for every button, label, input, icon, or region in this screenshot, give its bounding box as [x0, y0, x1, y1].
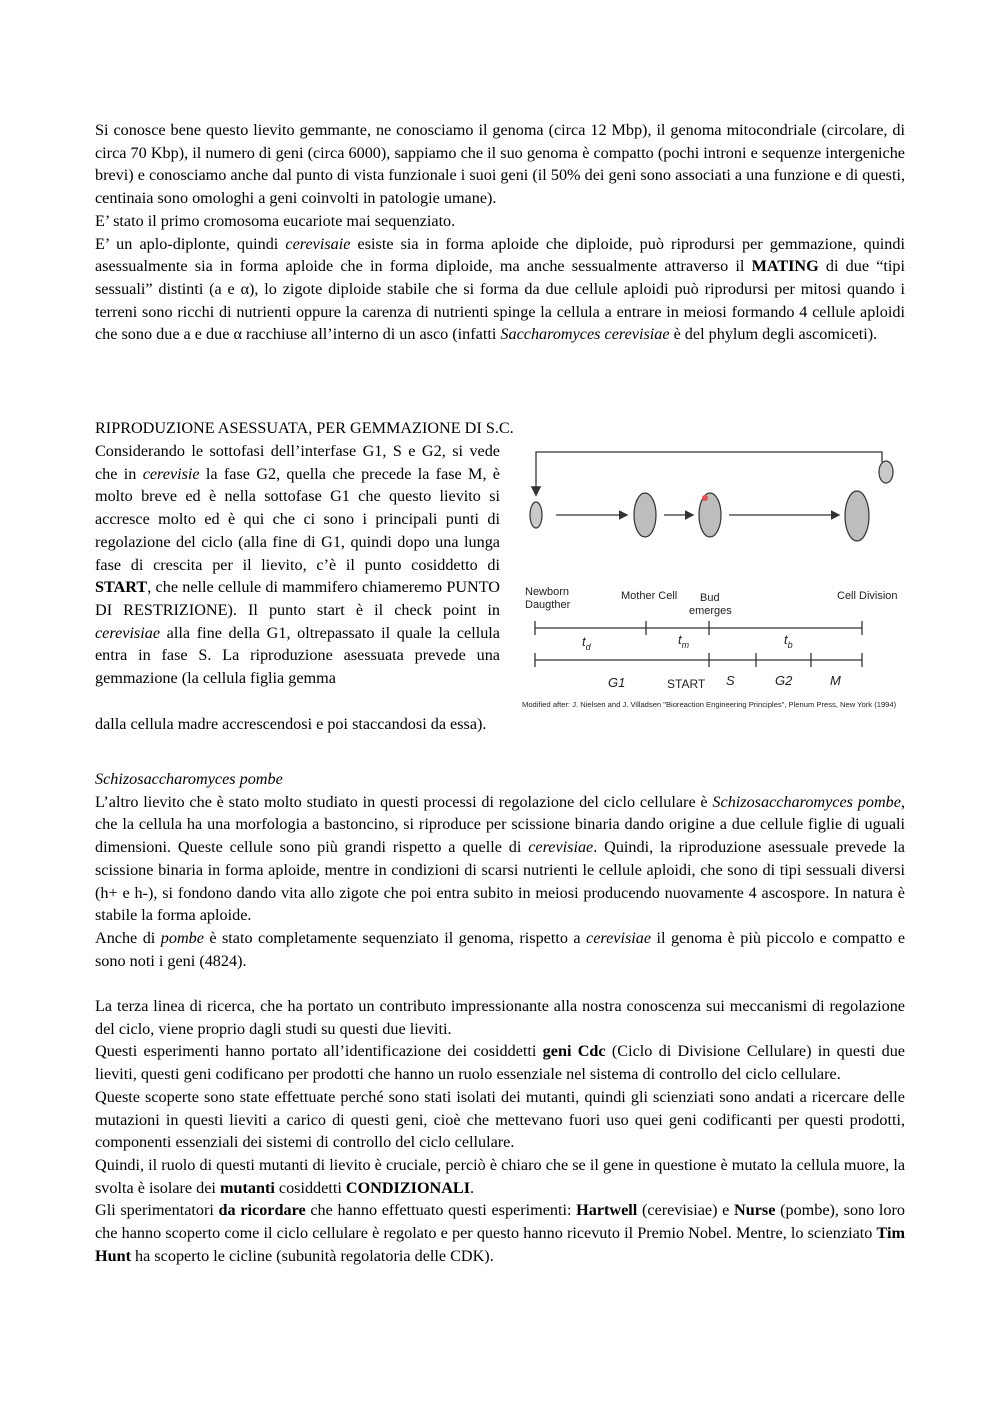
text-run: (pombe), sono loro che hanno scoperto come il ciclo cellulare è regolato e per questo hanno ricevuto il Premio Nobel. Mentre, lo scienziato	[95, 1201, 905, 1243]
italic-term: cerevisiae	[95, 623, 161, 642]
intro-paragraph-genome: Si conosce bene questo lievito gemmante, ne conosciamo il genoma (circa 12 Mbp), il genoma mitocondriale (circolare, di circa 70 Kbp), il numero di geni (circa 6000), sappiamo che il suo genoma è compatto (pochi introni e sequenze intergeniche brevi) e conosciamo anche dal punto di vista funzionale i suoi geni (il 50% dei geni sono associati a una funzione e di questi, centinaia sono omologhi a geni coinvolti in patologie umane).	[95, 121, 905, 208]
intro-section	[95, 119, 905, 346]
text-run: è stato completamente sequenziato il genoma, rispetto a	[203, 928, 587, 947]
label-newborn: Newborn	[525, 586, 570, 598]
bold-term-ricordare: da ricordare	[218, 1201, 306, 1220]
text-run: (cerevisiae) e	[637, 1201, 735, 1220]
figure-caption: Modified after: J. Nielsen and J. Villadsen "Bioreaction Engineering Principles", Plenum Press, New York (1994)	[522, 700, 897, 709]
text-run: E’ un aplo-diplonte, quindi	[95, 234, 286, 253]
newborn-daughter-cell	[530, 502, 542, 528]
italic-term: cerevisiae	[586, 928, 652, 947]
label-daughter: Daugther	[525, 599, 571, 611]
text-run: cosiddetti	[274, 1178, 346, 1197]
text-run: (Ciclo di Divisione Cellulare) in questi due lieviti, questi geni codificano per prodotti che hanno un ruolo essenziale nel sistema di controllo del ciclo cellulare.	[95, 1042, 905, 1084]
italic-species: Saccharomyces cerevisiae	[500, 325, 670, 344]
label-phase-m: M	[830, 673, 841, 688]
italic-species: Schizosaccharomyces pombe	[712, 792, 901, 811]
research-paragraph-intro: La terza linea di ricerca, che ha portato un contributo impressionante alla nostra conoscenza sui meccanismi di regolazione del ciclo, viene proprio dagli studi su questi due lieviti.	[95, 997, 905, 1038]
italic-heading: Schizosaccharomyces pombe	[95, 770, 283, 788]
reproduction-paragraph	[95, 440, 500, 690]
text-run: Quindi, il ruolo di questi mutanti di lievito è cruciale, perciò è chiaro che se il gene in questione è mutato la cellula muore, la svolta è isolare dei	[95, 1155, 905, 1197]
text-run: è del phylum degli ascomiceti).	[669, 325, 878, 344]
spacer	[95, 972, 905, 995]
text-run: Gli sperimentatori	[95, 1201, 219, 1220]
text-run: la fase G2, quella che precede la fase M, è molto breve ed è nella sottofase G1 che questo lievito si accresce molto ed è qui che ci sono i principali punti di regolazione del ciclo (alla fine di G1, quindi dopo una lunga fase di crescita per il lievito, c’è il punto cosiddetto di	[95, 464, 500, 574]
cell-cycle-diagram	[520, 442, 902, 714]
released-bud-cell	[879, 461, 893, 483]
bold-name-hunt: Tim Hunt	[95, 1224, 905, 1265]
text-run: che hanno effettuato questi esperimenti:	[305, 1201, 577, 1220]
bold-term-mating: MATING	[751, 257, 819, 276]
section-heading-asexual-reproduction: RIPRODUZIONE ASESSUATA, PER GEMMAZIONE DI S.C.	[95, 419, 514, 437]
bold-term-mutanti: mutanti	[219, 1178, 275, 1197]
pombe-paragraph-genome	[95, 927, 905, 972]
italic-term: cerevisie	[142, 464, 200, 483]
dividing-cell	[845, 491, 869, 541]
mother-cell	[634, 493, 656, 537]
cycle-return-arrow	[536, 452, 882, 494]
pombe-paragraph-morphology	[95, 791, 905, 927]
research-paragraph-cdc-genes	[95, 1040, 905, 1085]
bold-term-condizionali: CONDIZIONALI	[345, 1178, 471, 1197]
text-run: L’altro lievito che è stato molto studiato in questi processi di regolazione del ciclo cellulare è	[95, 792, 713, 811]
label-bud: Bud	[700, 592, 720, 604]
label-t-b: $t_b$	[784, 632, 793, 650]
text-run: , che la cellula ha una morfologia a bastoncino, si riproduce per scissione binaria dando origine a due cellule figlie di uguali dimensioni. Queste cellule sono più grandi rispetto a quelle di	[95, 792, 905, 857]
bold-name-nurse: Nurse	[734, 1201, 776, 1220]
budding-cell	[699, 493, 721, 537]
intro-paragraph-first-chromosome: E’ stato il primo cromosoma eucariote mai sequenziato.	[95, 211, 456, 230]
label-mother-cell: Mother Cell	[621, 590, 678, 602]
italic-term: cerevisaie	[285, 234, 351, 253]
label-t-m: $t_m$	[678, 632, 690, 650]
italic-term: cerevisiae	[528, 838, 594, 857]
text-run: Anche di	[95, 928, 161, 947]
label-t-d: $t_d$	[582, 634, 591, 652]
bud-mark	[702, 495, 708, 501]
research-paragraph-scientists	[95, 1199, 905, 1267]
reproduction-last-line: dalla cellula madre accrescendosi e poi staccandosi da essa).	[95, 715, 487, 733]
bold-term-start: START	[95, 578, 148, 597]
pombe-and-research-section	[95, 768, 905, 1267]
bold-name-hartwell: Hartwell	[576, 1201, 638, 1220]
label-phase-g1: G1	[608, 675, 626, 690]
research-paragraph-mutants: Queste scoperte sono state effettuate perché sono stati isolati dei mutanti, quindi gli scienziati sono andati a ricercare delle mutazioni in questi lieviti a carico di questi geni, cioè che mettevano fuori uso quei geni codificanti per questi prodotti, componenti essenziali dei sistemi di controllo del ciclo cellulare.	[95, 1087, 905, 1152]
text-run: ha scoperto le cicline (subunità regolatoria delle CDK).	[131, 1246, 494, 1265]
cell-cycle-figure	[520, 442, 902, 714]
intro-paragraph-life-cycle	[95, 233, 905, 347]
text-run: alla fine della G1, oltrepassato il quale la cellula entra in fase S. La riproduzione asessuata prevede una gemmazione (la cellula figlia gemma	[95, 623, 500, 688]
label-cell-division: Cell Division	[837, 590, 898, 602]
label-phase-start: START	[667, 677, 706, 691]
text-run: , che nelle cellule di mammifero chiameremo PUNTO DI RESTRIZIONE). Il punto start è il check point in	[95, 578, 500, 619]
text-run: . Quindi, la riproduzione asessuale prevede la scissione binaria in forma aploide, mentre in condizioni di scarsi nutrienti le cellule aploidi, che sono di tipi sessuali diversi (h+ e h-), si fondono dando vita allo zigote che poi entra subito in meiosi producendo nuovamente 4 ascospore. In natura è stabile la forma aploide.	[95, 838, 905, 925]
italic-term: pombe	[160, 928, 204, 947]
text-run: Questi esperimenti hanno portato all’identificazione dei cosiddetti	[95, 1042, 543, 1061]
label-phase-s: S	[726, 673, 735, 688]
text-run: di due “tipi sessuali” distinti (a e α), lo zigote diploide stabile che si forma da due cellule aploidi può riprodursi per mitosi quando i terreni sono ricchi di nutrienti oppure la carenza di nutrienti spinge la cellula a entrare in meiosi formando 4 cellule aploidi che sono due a e due α racchiuse all’interno di un asco (infatti	[95, 257, 905, 344]
section-heading-pombe	[95, 768, 905, 791]
label-bud-emerges: emerges	[689, 605, 732, 617]
text-run: Considerando le sottofasi dell’interfase G1, S e G2, si vede che in	[95, 442, 500, 483]
text-run: .	[470, 1178, 475, 1197]
label-phase-g2: G2	[775, 673, 793, 688]
bold-term-geni-cdc: geni Cdc	[542, 1042, 606, 1061]
research-paragraph-conditional	[95, 1154, 905, 1199]
text-run: il genoma è più piccolo e compatto e sono noti i geni (4824).	[95, 928, 906, 970]
text-run: esiste sia in forma aploide che diploide, può riprodursi per gemmazione, quindi asessualmente sia in forma aploide che in forma diploide, ma anche sessualmente attraverso il	[95, 234, 905, 276]
